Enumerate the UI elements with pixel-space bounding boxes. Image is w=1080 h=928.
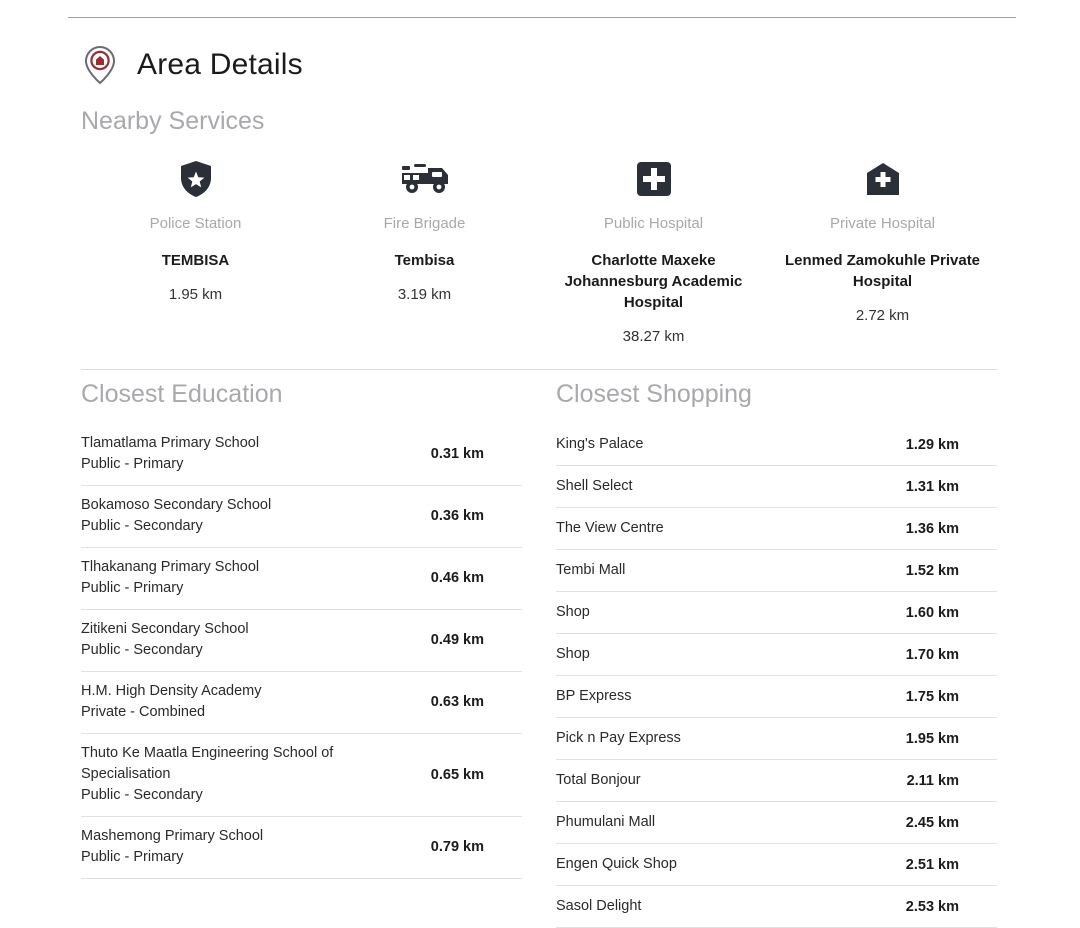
list-item — [81, 424, 522, 486]
list-item — [556, 592, 997, 634]
shopping-name: Tembi Mall — [556, 562, 626, 578]
shopping-distance: 2.11 km — [906, 772, 959, 789]
education-type: Public - Secondary — [81, 518, 203, 534]
shopping-name: Sasol Delight — [556, 898, 642, 914]
fire-truck-icon — [316, 156, 533, 202]
shopping-distance: 1.52 km — [905, 562, 959, 579]
education-type: Public - Secondary — [81, 642, 203, 658]
list-item — [556, 886, 997, 928]
education-name-text: Bokamoso Secondary School — [81, 497, 272, 513]
shopping-name: Pick n Pay Express — [556, 730, 681, 746]
shopping-distance: 1.60 km — [905, 604, 959, 621]
list-item — [81, 610, 522, 672]
service-distance: 1.95 km — [168, 286, 223, 303]
education-type: Private - Combined — [81, 704, 206, 720]
page-content — [81, 36, 997, 928]
section-divider — [81, 369, 997, 370]
service-type: Police Station — [149, 215, 242, 232]
education-name — [81, 495, 283, 537]
nearby-services-title: Nearby Services — [81, 107, 265, 135]
education-name — [81, 433, 271, 475]
service-public-hospital — [539, 156, 768, 347]
shopping-name: Engen Quick Shop — [556, 856, 677, 872]
shopping-distance: 2.45 km — [905, 814, 959, 831]
shopping-name: The View Centre — [556, 520, 664, 536]
education-name-text: Zitikeni Secondary School — [81, 621, 249, 637]
service-name: Charlotte Maxeke Johannesburg Academic Hospital — [564, 252, 743, 311]
service-distance: 2.72 km — [855, 307, 910, 324]
shopping-distance: 1.95 km — [905, 730, 959, 747]
education-name — [81, 826, 275, 868]
shopping-name: Shop — [556, 604, 590, 620]
shopping-distance: 1.31 km — [905, 478, 959, 495]
education-title: Closest Education — [81, 380, 283, 408]
list-item — [81, 548, 522, 610]
top-divider — [68, 17, 1016, 18]
shopping-title: Closest Shopping — [556, 380, 752, 408]
list-item — [556, 634, 997, 676]
shopping-distance: 1.75 km — [905, 688, 959, 705]
education-name — [81, 743, 431, 806]
list-item — [556, 844, 997, 886]
education-distance: 0.31 km — [430, 446, 484, 462]
education-distance: 0.79 km — [430, 839, 484, 855]
education-name-text: Tlhakanang Primary School — [81, 559, 260, 575]
education-type: Public - Primary — [81, 849, 184, 865]
shopping-distance: 2.53 km — [905, 898, 959, 915]
hospital-cross-icon — [545, 156, 762, 202]
private-hospital-icon — [774, 156, 991, 202]
list-item — [81, 734, 522, 817]
education-distance: 0.65 km — [430, 766, 484, 783]
education-name-text: Tlamatlama Primary School — [81, 435, 260, 451]
service-type: Fire Brigade — [383, 215, 466, 232]
list-item — [556, 424, 997, 466]
shopping-name: BP Express — [556, 688, 632, 704]
education-distance: 0.63 km — [430, 694, 484, 710]
list-item — [556, 550, 997, 592]
shopping-column — [539, 378, 997, 928]
service-police-station — [81, 156, 310, 347]
education-name — [81, 681, 274, 723]
service-name: Lenmed Zamokuhle Private Hospital — [784, 252, 981, 290]
education-name-text: Mashemong Primary School — [81, 828, 264, 844]
list-item — [556, 466, 997, 508]
list-item — [556, 718, 997, 760]
education-distance: 0.46 km — [430, 570, 484, 586]
education-name-text: H.M. High Density Academy — [81, 683, 262, 699]
nearby-services-list — [81, 156, 997, 347]
shopping-distance: 1.29 km — [905, 436, 959, 453]
service-distance: 3.19 km — [397, 286, 452, 303]
shopping-name: Total Bonjour — [556, 772, 641, 788]
education-name-text: Thuto Ke Maatla Engineering School of Specialisation — [81, 745, 334, 782]
map-pin-icon — [81, 45, 119, 85]
shopping-name: King's Palace — [556, 436, 644, 452]
service-name: TEMBISA — [161, 252, 230, 269]
list-item — [556, 676, 997, 718]
service-type: Public Hospital — [603, 215, 704, 232]
service-fire-brigade — [310, 156, 539, 347]
shopping-name: Shell Select — [556, 478, 633, 494]
education-distance: 0.49 km — [430, 632, 484, 648]
education-name — [81, 557, 271, 599]
service-private-hospital — [768, 156, 997, 347]
service-distance: 38.27 km — [622, 328, 685, 345]
list-item — [81, 672, 522, 734]
education-type: Public - Primary — [81, 456, 184, 472]
shopping-distance: 1.70 km — [905, 646, 959, 663]
service-type: Private Hospital — [829, 215, 936, 232]
list-item — [556, 760, 997, 802]
shopping-distance: 1.36 km — [905, 520, 959, 537]
service-name: Tembisa — [394, 252, 455, 269]
education-distance: 0.36 km — [430, 508, 484, 524]
education-column — [81, 378, 539, 928]
lists-columns — [81, 378, 997, 928]
page-header — [81, 36, 997, 94]
education-name — [81, 619, 261, 661]
shopping-distance: 2.51 km — [905, 856, 959, 873]
shopping-name: Phumulani Mall — [556, 814, 656, 830]
list-item — [556, 508, 997, 550]
education-type: Public - Primary — [81, 580, 184, 596]
list-item — [81, 486, 522, 548]
shopping-name: Shop — [556, 646, 590, 662]
police-badge-icon — [87, 156, 304, 202]
list-item — [556, 802, 997, 844]
education-type: Public - Secondary — [81, 787, 203, 803]
page-title: Area Details — [137, 48, 303, 81]
